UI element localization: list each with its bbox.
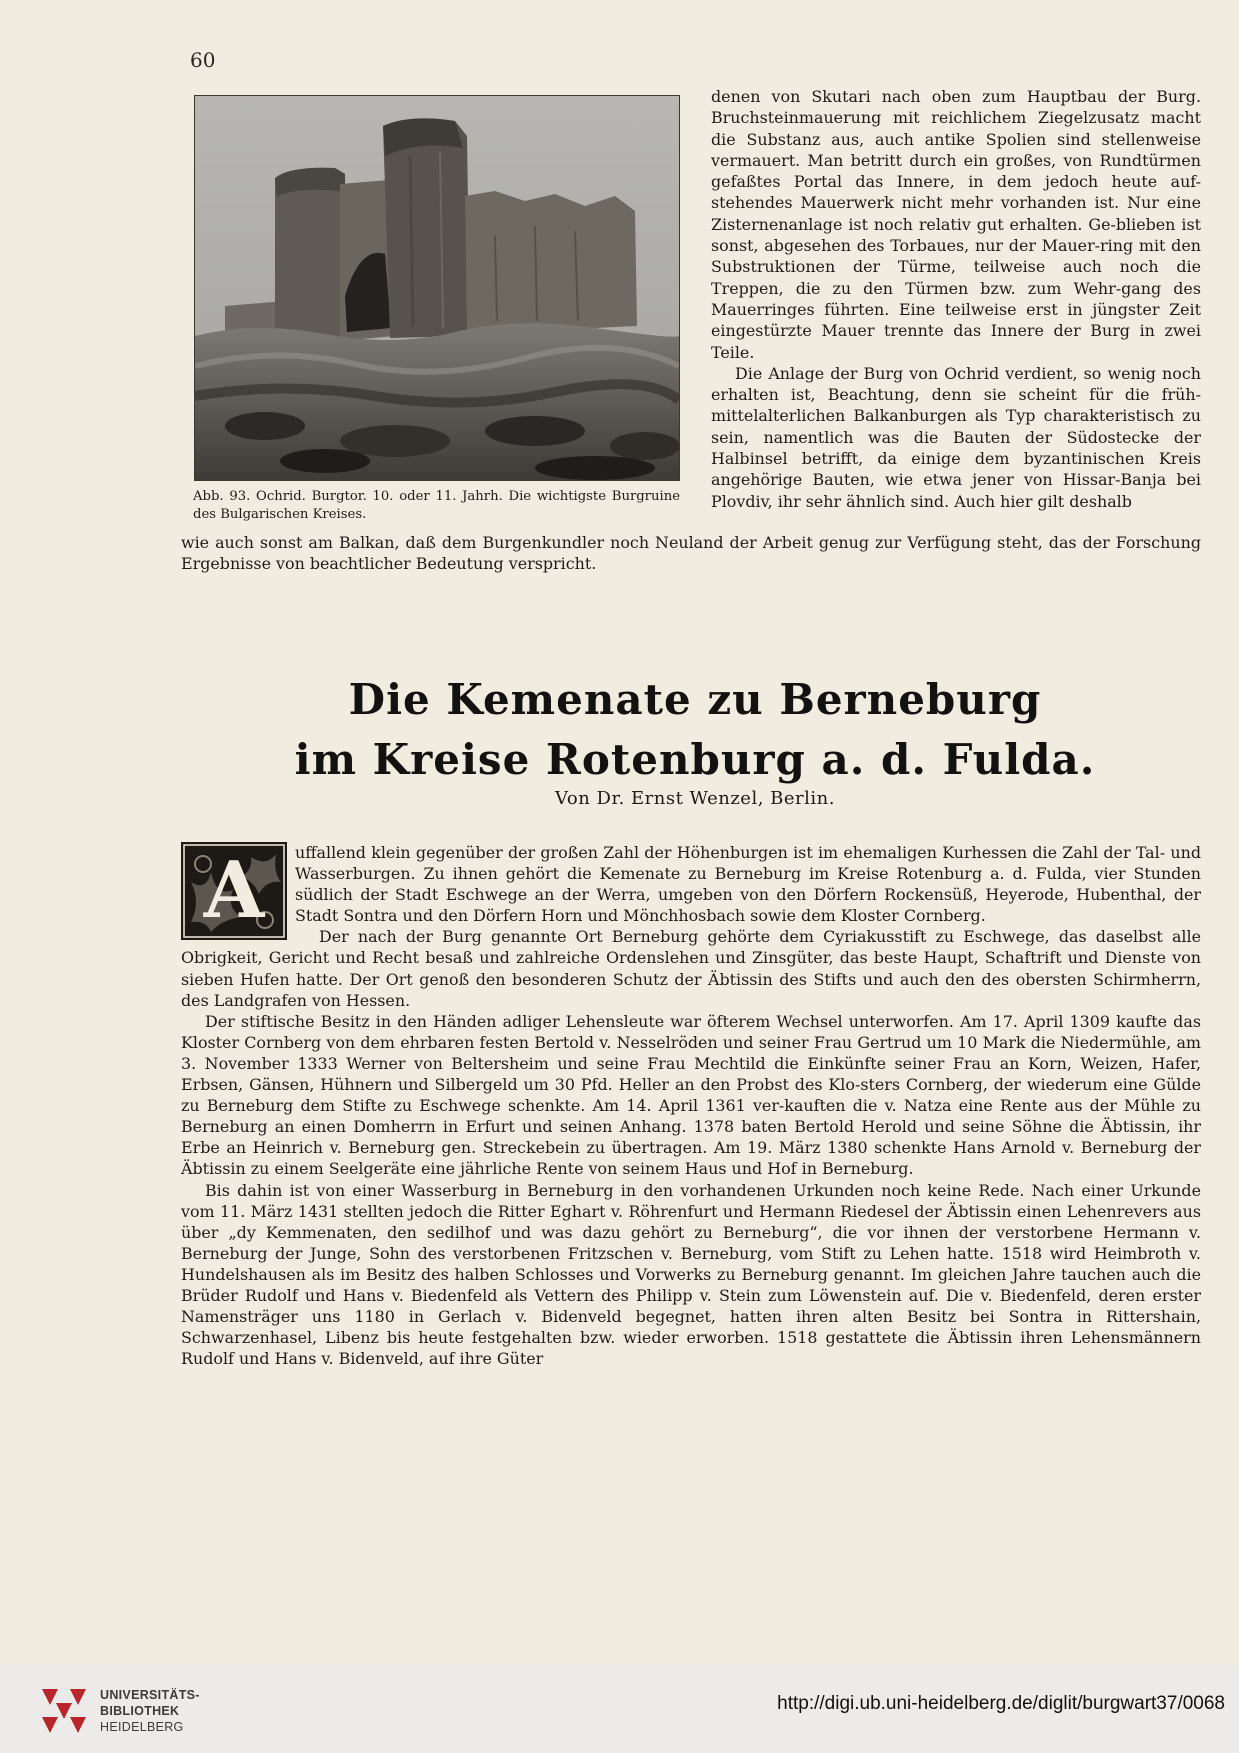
article-paragraph-2: Der nach der Burg genannte Ort Berneburg gehörte dem Cyriakusstift zu Eschwege, das daselbst alle Obrigkeit, Gericht und Recht besaß und zahlreiche Ordenslehen und Zinsgüter, das beste Haupt, Schaftrift und Dienste von sieben Hufen hatte. Der Ort genoß den besonderen Schutz der Äbtissin des Stifts und auch den des obersten Schirmherrn, des Landgrafen von Hessen. bbox=[181, 927, 1201, 1010]
figure-caption: Abb. 93. Ochrid. Burgtor. 10. oder 11. Jahrh. Die wichtigste Burgruine des Bulgarischen Kreises. bbox=[193, 489, 680, 522]
article-byline: Von Dr. Ernst Wenzel, Berlin. bbox=[555, 788, 835, 809]
footer-bar bbox=[0, 1665, 1239, 1753]
castle-gate-photo bbox=[194, 95, 680, 481]
continuation-text: wie auch sonst am Balkan, daß dem Burgenkundler noch Neuland der Arbeit genug zur Verfügung steht, das der Forschung Ergebnisse von beachtlicher Bedeutung verspricht. bbox=[181, 533, 1201, 574]
article-title-line-2: im Kreise Rotenburg a. d. Fulda. bbox=[294, 735, 1096, 784]
library-name bbox=[100, 1687, 200, 1735]
source-url[interactable]: http://digi.ub.uni-heidelberg.de/diglit/burgwart37/0068 bbox=[777, 1693, 1225, 1714]
article-title-line-1: Die Kemenate zu Berneburg bbox=[348, 675, 1042, 724]
initial-letter: A bbox=[203, 845, 265, 936]
article-paragraph-1 bbox=[181, 842, 1201, 936]
article-paragraph-4: Bis dahin ist von einer Wasserburg in Berneburg in den vorhandenen Urkunden noch keine Rede. Nach einer Urkunde vom 11. März 1431 stellten jedoch die Ritter Eghart v. Röhrenfurt und Hermann Riedesel der Äbtissin einen Lehenrevers aus über „dy Kemmenaten, den sedilhof und was dazu gehört zu Berneburg“, die vor ihnen der verstorbene Hermann v. Berneburg der Junge, Sohn des verstorbenen Fritzschen v. Berneburg, vom Stift zu Lehen hatte. 1518 wird Heimbroth v. Hundelshausen als im Besitz des halben Schlosses und Vorwerks zu Berneburg genannt. Im gleichen Jahre tauchen auch die Brüder Rudolf und Hans v. Biedenfeld als Vettern des Philipp v. Stein zum Löwenstein auf. Die v. Biedenfeld, deren erster Namensträger uns 1180 in Gerlach v. Bidenveld begegnet, hatten ihren alten Besitz bei Sontra in Rittershain, Schwarzenhasel, Libenz bis heute festgehalten bzw. wieder erworben. 1518 gestattete die Äbtissin ihren Lehensmännern Rudolf und Hans v. Bidenveld, auf ihre Güter bbox=[181, 1180, 1201, 1369]
article-title bbox=[180, 670, 1210, 790]
page-number: 60 bbox=[190, 48, 216, 72]
right-column-text bbox=[711, 86, 1201, 512]
university-library-logo-icon bbox=[36, 1683, 92, 1739]
library-line-2: BIBLIOTHEK bbox=[100, 1704, 180, 1718]
article-body bbox=[181, 842, 1201, 1369]
column-paragraph-1: denen von Skutari nach oben zum Hauptbau der Burg. Bruchsteinmauerung mit reichlichem Ziegelzusatz macht die Substanz aus, auch antike Spolien sind stellenweise vermauert. Man betritt durch ein großes, von Rundtürmen gefaßtes Portal das Innere, in dem jedoch heute auf-stehendes Mauerwerk nicht mehr vorhanden ist. Nur eine Zisternenanlage ist noch relativ gut erhalten. Ge-blieben ist sonst, abgesehen des Torbaues, nur der Mauer-ring mit den Substruktionen der Türme, teilweise auch noch die Treppen, die zu den Türmen bzw. zum Wehr-gang des Mauerringes führten. Eine teilweise erst in jüngster Zeit eingestürzte Mauer trennte das Innere der Burg in zwei Teile. bbox=[711, 87, 1201, 362]
column-paragraph-2: Die Anlage der Burg von Ochrid verdient, so wenig noch erhalten ist, Beachtung, denn sie scheint für die früh-mittelalterlichen Balkanburgen als Typ charakteristisch zu sein, namentlich was die Bauten der Südostecke der Halbinsel betrifft, da einige dem byzantinischen Kreis angehörige Bauten, wie etwa jener von Hissar-Banja bei Plovdiv, ihr sehr ähnlich sind. Auch hier gilt deshalb bbox=[711, 363, 1201, 511]
article-paragraph-3: Der stiftische Besitz in den Händen adliger Lehensleute war öfterem Wechsel unterworfen. Am 17. April 1309 kaufte das Kloster Cornberg von dem ehrbaren festen Bertold v. Nesselröden und seiner Frau Gertrud um 10 Mark die Niedermühle, am 3. November 1333 Werner von Beltersheim und seine Frau Mechtild die Einkünfte seiner Frau an Korn, Weizen, Hafer, Erbsen, Gänsen, Hühnern und Silbergeld um 30 Pfd. Heller an den Probst des Klo-sters Cornberg, der wiederum eine Gülde zu Berneburg dem Stifte zu Eschwege schenkte. Am 14. April 1361 ver-kauften die v. Natza eine Rente aus der Mühle zu Berneburg an einen Domherrn in Erfurt und seinen Anhang. 1378 baten Bertold Herold und seine Söhne die Äbtissin, ihr Erbe an Heinrich v. Berneburg gen. Streckebein zu übertragen. Am 19. März 1380 schenkte Hans Arnold v. Berneburg der Äbtissin zu einem Seelgeräte eine jährliche Rente von seinem Haus und Hof in Berneburg. bbox=[181, 1011, 1201, 1179]
ruin-illustration bbox=[195, 96, 679, 480]
ornamental-initial-icon bbox=[181, 842, 287, 940]
library-line-1: UNIVERSITÄTS- bbox=[100, 1688, 200, 1702]
library-line-3: HEIDELBERG bbox=[100, 1720, 184, 1734]
article-lead-text: uffallend klein gegenüber der großen Zahl der Höhenburgen ist im ehemaligen Kurhessen die Zahl der Tal- und Wasserburgen. Zu ihnen gehört die Kemenate zu Berneburg im Kreise Rotenburg a. d. Fulda, vier Stunden südlich der Stadt Eschwege an der Werra, umgeben von den Dörfern Rockensüß, Heyerode, Hubenthal, der Stadt Sontra und den Dörfern Horn und Mönchhosbach sowie dem Kloster Cornberg. bbox=[295, 843, 1201, 926]
